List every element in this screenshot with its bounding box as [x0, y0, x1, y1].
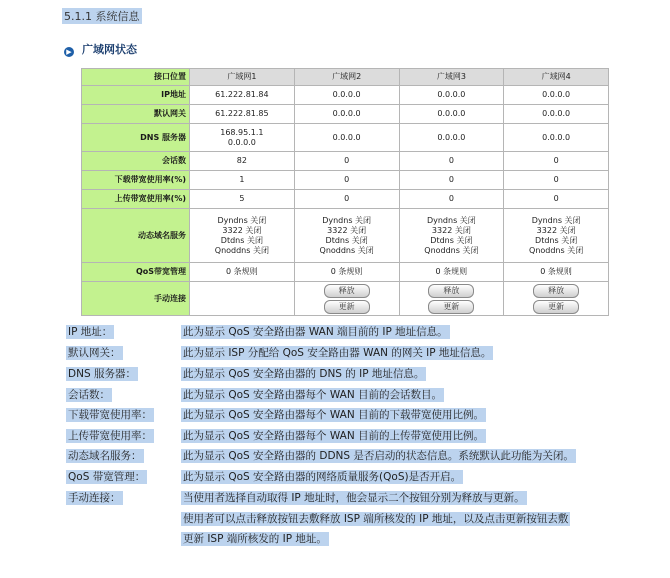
table-cell: 61.222.81.85 [190, 105, 295, 124]
ddns-line: Dtdns 关闭 [535, 235, 578, 245]
desc-label-gateway: 默认网关： [68, 347, 121, 359]
wan4-header: 广域网4 [504, 69, 609, 86]
table-cell [399, 282, 504, 316]
table-cell: 0 [504, 190, 609, 209]
table-cell [504, 282, 609, 316]
ddns-cell-wan1 [190, 209, 295, 263]
table-row [82, 171, 609, 190]
wan2-release-button[interactable]: 释放 [324, 284, 370, 298]
ddns-line: Dyndns 关闭 [531, 215, 581, 225]
ddns-line: Qnoddns 关闭 [529, 245, 584, 255]
wan3-release-button[interactable]: 释放 [428, 284, 474, 298]
desc-text-qos: 此为显示 QoS 安全路由器的网络质量服务(QoS)是否开启。 [183, 471, 462, 483]
ddns-line: Dtdns 关闭 [430, 235, 473, 245]
table-row [82, 152, 609, 171]
dns-secondary: 0.0.0.0 [227, 137, 256, 147]
row-label-ddns: 动态域名服务 [82, 209, 190, 263]
desc-text-sessions: 此为显示 QoS 安全路由器每个 WAN 目前的会话数目。 [183, 389, 443, 401]
desc-label-upload: 上传带宽使用率： [68, 430, 152, 442]
desc-label-sessions: 会话数： [68, 389, 110, 401]
table-cell: 0 [294, 190, 399, 209]
wan2-header: 广域网2 [294, 69, 399, 86]
wan-status-heading-text: 广域网状态 [82, 43, 137, 56]
row-label-gateway: 默认网关 [82, 105, 190, 124]
table-row [82, 282, 609, 316]
wan1-header: 广域网1 [190, 69, 295, 86]
wan3-header: 广域网3 [399, 69, 504, 86]
table-row [82, 190, 609, 209]
row-label-ip: IP地址 [82, 86, 190, 105]
ddns-line: Dtdns 关闭 [325, 235, 368, 245]
desc-label-dns: DNS 服务器： [68, 368, 136, 380]
desc-text-dns: 此为显示 QoS 安全路由器的 DNS 的 IP 地址信息。 [183, 368, 425, 380]
table-cell: 0 条规则 [504, 263, 609, 282]
row-label-upload: 上传带宽使用率(%) [82, 190, 190, 209]
table-cell: 0 条规则 [190, 263, 295, 282]
desc-text-ip: 此为显示 QoS 安全路由器 WAN 端目前的 IP 地址信息。 [183, 326, 448, 338]
wan3-renew-button[interactable]: 更新 [428, 300, 474, 314]
ddns-line: 3322 关闭 [431, 225, 471, 235]
desc-text-manual: 当使用者选择自动取得 IP 地址时，他会显示二个按钮分别为释放与更新。 [183, 492, 525, 504]
ddns-cell-wan2 [294, 209, 399, 263]
table-cell: 0.0.0.0 [504, 105, 609, 124]
wan2-renew-button[interactable]: 更新 [324, 300, 370, 314]
ddns-line: 3322 关闭 [536, 225, 576, 235]
table-header-row [82, 69, 609, 86]
wan4-release-button[interactable]: 释放 [533, 284, 579, 298]
row-label-manual: 手动连接 [82, 282, 190, 316]
desc-label-ip: IP 地址： [68, 326, 113, 338]
row-label-download: 下载带宽使用率(%) [82, 171, 190, 190]
ddns-line: Dyndns 关闭 [322, 215, 372, 225]
desc-label-ddns: 动态域名服务： [68, 450, 142, 462]
desc-label-manual: 手动连接： [68, 492, 121, 504]
table-cell: 0.0.0.0 [504, 124, 609, 152]
table-cell: 61.222.81.84 [190, 86, 295, 105]
table-cell: 1 [190, 171, 295, 190]
ddns-line: Dyndns 关闭 [217, 215, 267, 225]
desc-text-ddns: 此为显示 QoS 安全路由器的 DDNS 是否启动的状态信息。系统默认此功能为关闭。 [183, 450, 574, 462]
wan4-renew-button[interactable]: 更新 [533, 300, 579, 314]
ddns-line: Dyndns 关闭 [426, 215, 476, 225]
table-cell [190, 282, 295, 316]
table-row [82, 86, 609, 105]
table-cell: 0.0.0.0 [504, 86, 609, 105]
ddns-line: 3322 关闭 [222, 225, 262, 235]
ddns-line: Qnoddns 关闭 [319, 245, 374, 255]
table-cell: 5 [190, 190, 295, 209]
table-row [82, 124, 609, 152]
table-cell: 0 条规则 [294, 263, 399, 282]
ddns-cell-wan4 [504, 209, 609, 263]
table-cell: 0 [504, 152, 609, 171]
ddns-line: 3322 关闭 [327, 225, 367, 235]
table-cell: 0 条规则 [399, 263, 504, 282]
row-label-dns: DNS 服务器 [82, 124, 190, 152]
ddns-cell-wan3 [399, 209, 504, 263]
desc-text-manual-extra-2: 更新 ISP 端所核发的 IP 地址。 [183, 533, 327, 545]
table-cell [294, 282, 399, 316]
ddns-line: Qnoddns 关闭 [214, 245, 269, 255]
table-row [82, 105, 609, 124]
table-cell: 0.0.0.0 [294, 105, 399, 124]
table-cell: 0 [399, 171, 504, 190]
table-cell: 0.0.0.0 [399, 124, 504, 152]
table-row [82, 263, 609, 282]
desc-text-upload: 此为显示 QoS 安全路由器每个 WAN 目前的上传带宽使用比例。 [183, 430, 485, 442]
table-cell: 0 [294, 171, 399, 190]
table-cell: 0 [294, 152, 399, 171]
table-cell: 0 [504, 171, 609, 190]
desc-text-download: 此为显示 QoS 安全路由器每个 WAN 目前的下载带宽使用比例。 [183, 409, 485, 421]
wan-status-table [81, 68, 609, 316]
table-cell: 0.0.0.0 [294, 86, 399, 105]
row-label-qos: QoS带宽管理 [82, 263, 190, 282]
table-cell: 82 [190, 152, 295, 171]
ddns-line: Qnoddns 关闭 [424, 245, 479, 255]
table-row [82, 209, 609, 263]
table-cell: 0.0.0.0 [399, 105, 504, 124]
row-label-sessions: 会话数 [82, 152, 190, 171]
desc-label-qos: QoS 带宽管理： [68, 471, 146, 483]
table-cell [190, 124, 295, 152]
desc-text-manual-extra-1: 使用者可以点击释放按钮去敷释放 ISP 端所核发的 IP 地址，以及点击更新按钮去敷 [183, 513, 569, 525]
table-cell: 0.0.0.0 [294, 124, 399, 152]
row-label-interface: 接口位置 [82, 69, 190, 86]
desc-text-gateway: 此为显示 ISP 分配给 QoS 安全路由器 WAN 的网关 IP 地址信息。 [183, 347, 492, 359]
desc-label-download: 下载带宽使用率： [68, 409, 152, 421]
section-title: 5.1.1 系统信息 [64, 10, 140, 23]
arrow-bullet-icon: ▶ [64, 47, 74, 57]
dns-primary: 168.95.1.1 [220, 127, 264, 137]
wan-status-heading [64, 41, 137, 57]
table-cell: 0.0.0.0 [399, 86, 504, 105]
table-cell: 0 [399, 190, 504, 209]
ddns-line: Dtdns 关闭 [220, 235, 263, 245]
table-cell: 0 [399, 152, 504, 171]
